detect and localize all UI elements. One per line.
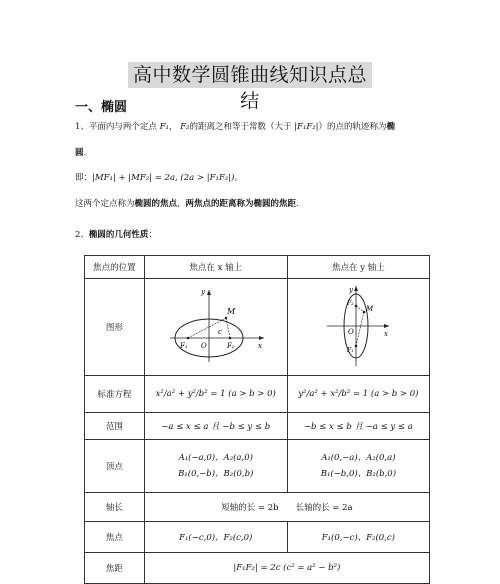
label-f2: F₂ (226, 341, 235, 350)
vertices-x (144, 440, 287, 493)
row-label: 图形 (85, 279, 145, 376)
header-cell: 焦点在 x 轴上 (144, 256, 287, 279)
figure-y-cell (287, 279, 429, 376)
def-text-a: 1、平面内与两个定点 (75, 122, 157, 132)
label-f1: F₁ (347, 346, 354, 354)
label-y: y (200, 287, 205, 296)
sub-label: 2、 (75, 230, 89, 240)
table-row (85, 413, 430, 440)
label-m: M (366, 304, 374, 313)
vertices-y-line-1: A₁(0,−a)、A₂(0,a) (321, 453, 396, 463)
def-bold-b: 圆 (75, 148, 84, 158)
label-x: x (384, 329, 389, 338)
row-label: 轴长 (85, 493, 145, 522)
vertices-x-line-2: B₁(0,−b)、B₂(0,b) (178, 469, 254, 479)
vertices-y (287, 440, 429, 493)
sub-end: ： (148, 230, 157, 240)
def-f1: F₁ (159, 122, 169, 132)
subsection-heading (75, 229, 157, 241)
ellipse-properties-table (84, 255, 430, 584)
definition-formula (75, 172, 243, 184)
formula-label: 即： (75, 173, 93, 183)
row-label: 范围 (85, 413, 145, 440)
label-c: c (217, 327, 222, 336)
ellipse-y-figure (323, 284, 393, 368)
foci-b: 椭圆的焦点 (134, 199, 178, 209)
label-f1: F₁ (179, 341, 188, 350)
def-text-c: ）的点的轨迹称为 (318, 122, 387, 132)
foci-e: . (296, 199, 299, 209)
figure-x-cell (144, 279, 287, 376)
table-row (85, 553, 430, 584)
def-f1f2: |F₁F₂| (294, 122, 319, 132)
sub-bold: 椭圆的几何性质 (88, 230, 149, 240)
def-end: . (83, 148, 87, 158)
table-row (85, 493, 430, 522)
label-x: x (257, 341, 262, 350)
range-x: −a ≤ x ≤ a 且 −b ≤ y ≤ b (144, 413, 287, 440)
foci-sentence (75, 198, 299, 210)
focus-x: F₁(−c,0)、F₂(c,0) (144, 522, 287, 553)
table-row (85, 256, 430, 279)
range-y: −b ≤ x ≤ b 且 −a ≤ y ≤ a (287, 413, 429, 440)
ellipse-x-figure (166, 286, 266, 366)
equation-y: y²/a² + x²/b² = 1 (a > b > 0) (287, 376, 429, 413)
def-text-b: 的距离之和等于常数（大于 (189, 122, 292, 132)
vertices-x-line-1: A₁(−a,0)、A₂(a,0) (178, 453, 253, 463)
definition-line-1 (75, 121, 395, 133)
label-f2: F₂ (347, 299, 354, 307)
row-label: 顶点 (85, 440, 145, 493)
formula-text: |MF₁| + |MF₂| = 2a, (2a > |F₁F₂|) (92, 173, 235, 183)
header-cell: 焦点在 y 轴上 (287, 256, 429, 279)
table-row (85, 376, 430, 413)
row-label: 焦点 (85, 522, 145, 553)
definition-line-2 (75, 147, 86, 159)
row-label: 焦距 (85, 553, 145, 584)
label-o: O (348, 327, 355, 336)
header-cell: 焦点的位置 (85, 256, 145, 279)
def-sep: ， (168, 122, 178, 132)
label-o: O (200, 341, 207, 350)
def-f2: F₂ (180, 122, 190, 132)
axis-length: 短轴的长 = 2b 长轴的长 = 2a (144, 493, 429, 522)
foci-d: 两焦点的距离称为椭圆的焦距 (185, 199, 297, 209)
formula-end: 。 (234, 173, 243, 183)
page-title: 高中数学圆锥曲线知识点总结 (128, 62, 372, 88)
foci-c: ， (177, 199, 186, 209)
focus-y: F₁(0,−c)、F₂(0,c) (287, 522, 429, 553)
label-y: y (349, 285, 354, 294)
table-row (85, 522, 430, 553)
vertices-y-line-2: B₁(−b,0)、B₂(b,0) (320, 469, 397, 479)
foci-a: 这两个定点称为 (75, 199, 135, 209)
label-m: M (226, 306, 235, 316)
equation-x: x²/a² + y²/b² = 1 (a > b > 0) (144, 376, 287, 413)
table-row (85, 440, 430, 493)
def-bold-a: 椭 (386, 122, 396, 132)
section-heading-ellipse: 一、椭圆 (75, 100, 128, 115)
table-row (85, 279, 430, 376)
row-label: 标准方程 (85, 376, 145, 413)
focal-distance: |F₁F₂| = 2c (c² = a² − b²) (144, 553, 429, 584)
